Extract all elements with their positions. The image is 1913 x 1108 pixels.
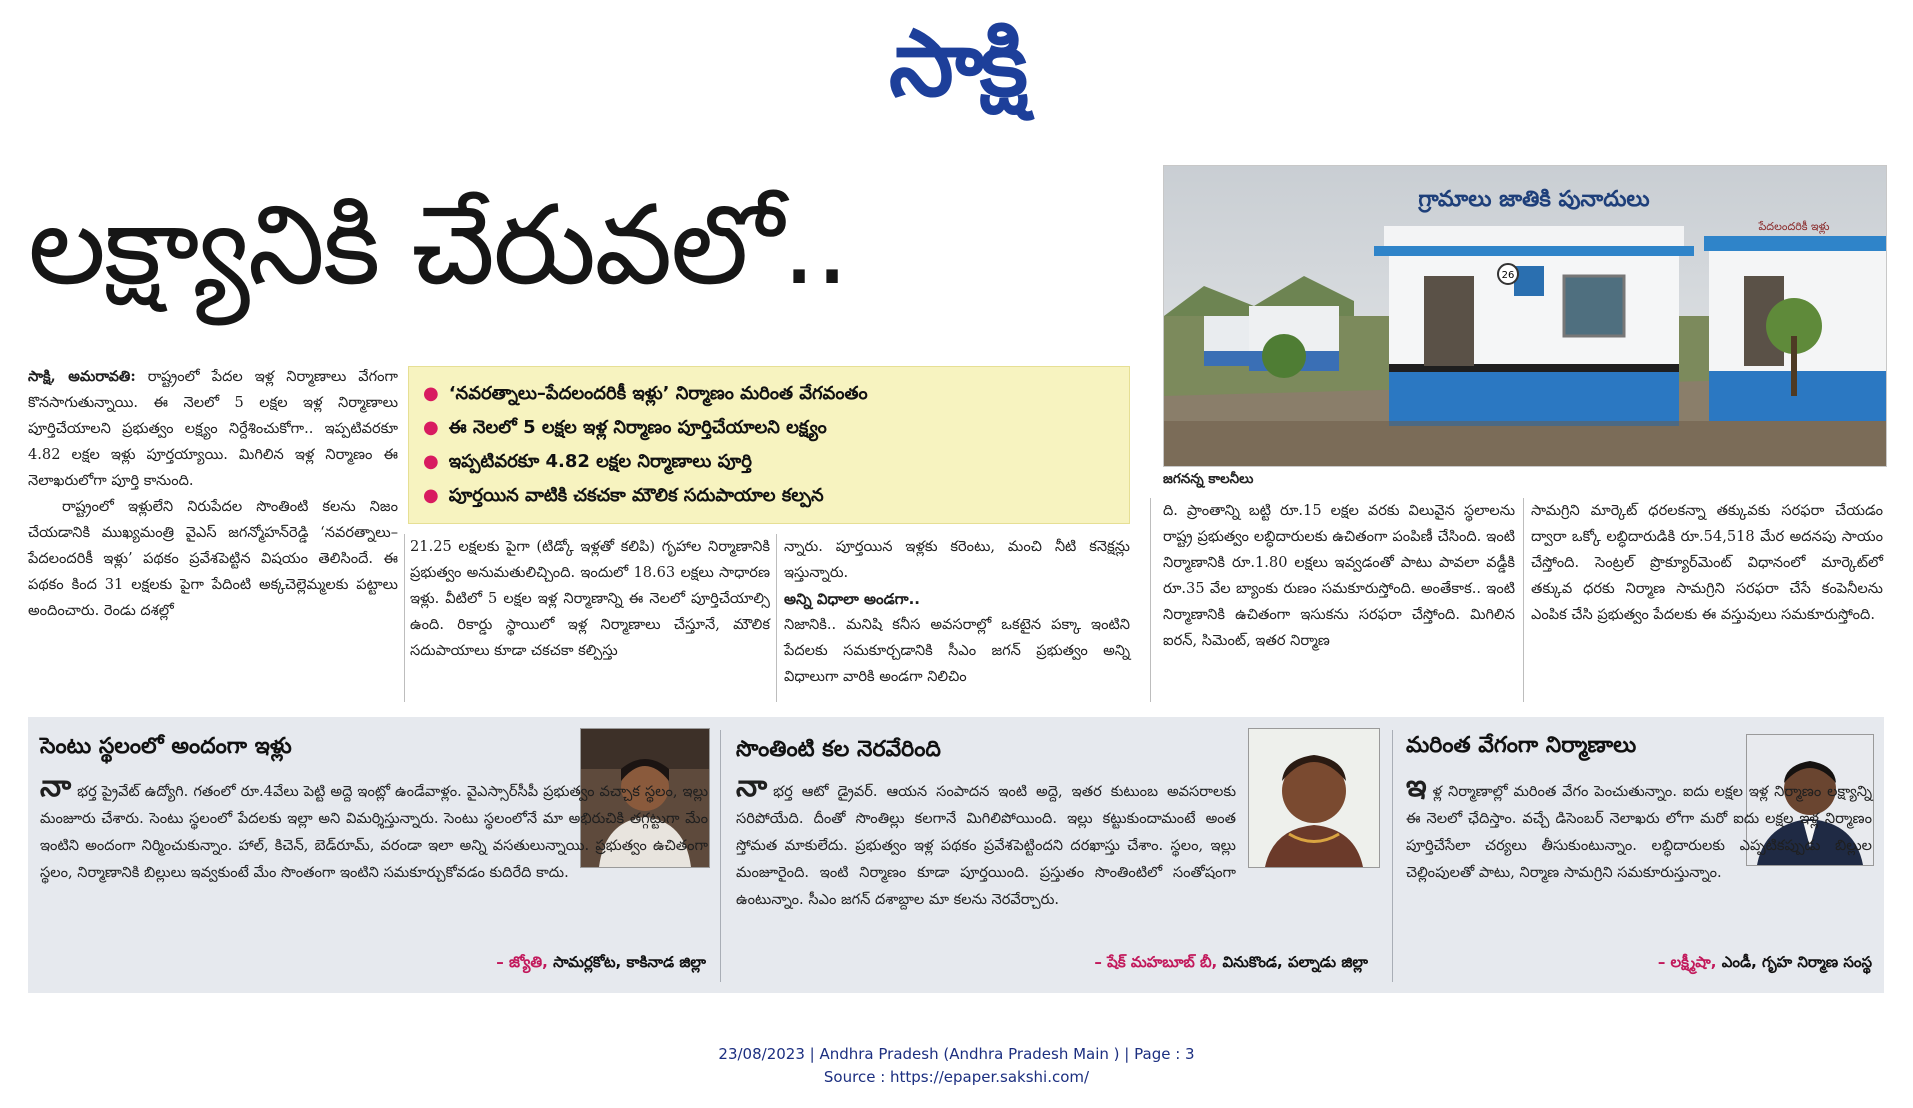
highlight-item: ● ‘నవరత్నాలు–పేదలందరికీ ఇళ్లు’ నిర్మాణం మరింత వేగవంతం: [423, 383, 868, 404]
card-attribution: – జ్యోతి, సామర్లకోట, కాకినాడ జిల్లా: [496, 953, 706, 971]
article-column-1: [28, 364, 398, 624]
article-column-2: [410, 534, 770, 664]
bullet-icon: ●: [423, 485, 439, 506]
article-paragraph: నిజానికి.. మనిషి కనీస అవసరాల్లో ఒకటైన పక్కా ఇంటిని పేదలకు సమకూర్చడానికి సీఎం జగన్ ప్రభుత్వం అన్ని విధాలుగా వారికి అండగా నిలిచిం: [784, 616, 1130, 685]
article-paragraph: రాష్ట్రంలో ఇళ్లులేని నిరుపేదల సొంతింటి కలను నిజం చేయడానికి ముఖ్యమంత్రి వైఎస్ జగన్మోహన్‌రెడ్డి ‘నవరత్నాలు–పేదలందరికీ ఇళ్లు’ పథకం ప్రవేశపెట్టిన విషయం తెలిసిందే. ఈ పథకం కింద 31 లక్షలకు పైగా పేదింటి అక్కచెల్లెమ్మలకు పట్టాలు అందించారు. రెండు దశల్లో: [28, 498, 398, 619]
highlight-item: ● ఇప్పటివరకూ 4.82 లక్షల నిర్మాణాలు పూర్తి: [423, 451, 752, 472]
person-portrait: [1249, 729, 1379, 867]
bullet-icon: ●: [423, 451, 439, 472]
column-divider: [776, 534, 777, 702]
bullet-icon: ●: [423, 417, 439, 438]
sign-side: పేదలందరికీ ఇళ్లు: [1758, 220, 1830, 233]
highlights-box: [408, 366, 1130, 524]
article-paragraph: రాష్ట్రంలో పేదల ఇళ్ల నిర్మాణాలు వేగంగా కొనసాగుతున్నాయి. ఈ నెలలో 5 లక్షల ఇళ్ల నిర్మాణాలు పూర్తిచేయాలని ప్రభుత్వం లక్ష్యం నిర్దేశించుకోగా.. ఇప్పటివరకూ 4.82 లక్షల ఇళ్లు పూర్తయ్యాయి. మిగిలిన ఇళ్ల నిర్మాణం ఈ నెలాఖరులోగా పూర్తి కానుంది.: [28, 368, 398, 489]
card-body: నాభర్త ఆటో డ్రైవర్. ఆయన సంపాదన ఇంటి అద్దె, ఇతర కుటుంబ అవసరాలకు సరిపోయేది. దీంతో సొంతిల్లు కలగానే మిగిలిపోయింది. ఇల్లు కట్టుకుందామంటే అంత స్తోమత మాకులేదు. ప్రభుత్వం ఇళ్ల పథకం ప్రవేశపెట్టిందని దరఖాస్తు చేశాం. స్థలం, ఇల్లు మంజూరైంది. ఇంటి నిర్మాణం కూడా పూర్తయింది. ప్రస్తుతం సొంతింటిలో సంతోషంగా ఉంటున్నాం. సీఎం జగన్ దశాబ్దాల మా కలను నెరవేర్చారు.: [736, 769, 1236, 908]
card-attribution: – షేక్ మహబూబ్ బీ, వినుకొండ, పల్నాడు జిల్లా: [1094, 953, 1368, 971]
news-photo: [1163, 165, 1887, 467]
article-column-5: [1531, 498, 1883, 628]
drop-lead: ఇ: [1406, 769, 1427, 804]
subheading: అన్ని విధాలా అండగా..: [784, 590, 920, 608]
card-body: నాభర్త ప్రైవేట్ ఉద్యోగి. గతంలో రూ.4వేలు పెట్టి అద్దె ఇంట్లో ఉండేవాళ్లం. వైఎస్సార్‌సీపీ ప్రభుత్వం వచ్చాక స్థలం, ఇల్లు మంజూరు చేశారు. సెంటు స్థలంలో పేదలకు ఇల్లా అని విమర్శిస్తున్నారు. సెంటు స్థలంలోనే మా అభిరుచికి తగ్గట్టుగా మేం ఇంటిని అందంగా నిర్మించుకున్నాం. హాల్, కిచెన్, బెడ్‌రూమ్, వరండా ఇలా అన్ని వసతులున్నాయి. ప్రభుత్వం ఉచితంగా స్థలం, నిర్మాణానికి బిల్లులు ఇవ్వకుంటే మేం సొంతంగా ఇంటిని సమకూర్చుకోవడం కుదిరేది కాదు.: [40, 769, 708, 881]
card-title: మరింత వేగంగా నిర్మాణాలు: [1406, 733, 1637, 758]
card-title: సెంటు స్థలంలో అందంగా ఇళ్లు: [40, 734, 292, 759]
newspaper-logo: సాక్షి: [889, 10, 1024, 117]
article-paragraph: 21.25 లక్షలకు పైగా (టిడ్కో ఇళ్లతో కలిపి) గృహాల నిర్మాణానికి ప్రభుత్వం అనుమతులిచ్చింది. ఇందులో 18.63 లక్షలు సాధారణ ఇళ్లు. వీటిలో 5 లక్షల ఇళ్ల నిర్మాణాన్ని ఈ నెలలో పూర్తిచేయాల్సి ఉంది. రికార్డు స్థాయిలో ఇళ్ల నిర్మాణాలు చేస్తూనే, మౌలిక సదుపాయాలు కూడా చకచకా కల్పిస్తు: [410, 538, 770, 659]
portrait-photo: [1248, 728, 1380, 868]
card-body: ఇళ్ల నిర్మాణాల్లో మరింత వేగం పెంచుతున్నాం. ఐదు లక్షల ఇళ్ల నిర్మాణం లక్ష్యాన్ని ఈ నెలలో ఛేదిస్తాం. వచ్చే డిసెంబర్ నెలాఖరు లోగా మరో ఐదు లక్షల ఇళ్ల నిర్మాణం పూర్తిచేసేలా చర్యలు తీసుకుంటున్నాం. లబ్ధిదారులకు ఎప్పటికప్పుడు బిల్లుల చెల్లింపులతో పాటు, నిర్మాణ సామగ్రిని సమకూరుస్తున్నాం.: [1406, 769, 1872, 881]
drop-lead: నా: [736, 769, 768, 804]
article-column-4: [1163, 498, 1515, 654]
photo-caption: జగనన్న కాలనీలు: [1163, 471, 1254, 487]
column-divider: [404, 534, 405, 702]
house-number: 26: [1501, 270, 1515, 281]
article-paragraph: సామగ్రిని మార్కెట్ ధరలకన్నా తక్కువకు సరఫరా చేయడం ద్వారా ఒక్కో లబ్ధిదారుడికి రూ.54,518 మేర అదనపు సాయం చేస్తోంది. సెంట్రల్ ప్రొక్యూర్‌మెంట్ విధానంలో మార్కెట్‌లో తక్కువ ధరకు నిర్మాణ సామగ్రిని సరఫరా చేసే కంపెనీలను ఎంపిక చేసి ప్రభుత్వం పేదలకు ఈ వస్తువులు సమకూరుస్తోంది.: [1531, 502, 1883, 623]
card-attribution: – లక్ష్మీషా, ఎండీ, గృహ నిర్మాణ సంస్థ: [1657, 953, 1872, 971]
sign-main: గ్రామాలు జాతికి పునాదులు: [1418, 187, 1650, 212]
article-paragraph: న్నారు. పూర్తయిన ఇళ్లకు కరెంటు, మంచి నీటి కనెక్షన్లు ఇస్తున్నారు.: [784, 538, 1130, 581]
headline: లక్ష్యానికి చేరువలో..: [28, 181, 848, 309]
card-title: సొంతింటి కల నెరవేరింది: [736, 737, 941, 762]
column-divider: [1523, 498, 1524, 702]
article-column-3: [784, 534, 1130, 690]
highlight-item: ● ఈ నెలలో 5 లక్షల ఇళ్ల నిర్మాణం పూర్తిచేయాలని లక్ష్యం: [423, 417, 827, 438]
card-divider: [1392, 730, 1393, 982]
footer-source: Source : https://epaper.sakshi.com/: [823, 1068, 1090, 1086]
highlight-item: ● పూర్తయిన వాటికి చకచకా మౌలిక సదుపాయాల కల్పన: [423, 485, 824, 506]
article-paragraph: ది. ప్రాంతాన్ని బట్టి రూ.15 లక్షల వరకు విలువైన స్థలాలను రాష్ట్ర ప్రభుత్వం లబ్ధిదారులకు ఉచితంగా పంపిణీ చేసింది. ఇంటి నిర్మాణానికి రూ.1.80 లక్షలు ఇవ్వడంతో పాటు పావలా వడ్డీకి రూ.35 వేల బ్యాంకు రుణం సమకూరుస్తోంది. అంతేకాక.. ఇంటి నిర్మాణానికి ఉచితంగా ఇసుకను సరఫరా చేస్తోంది. మిగిలిన ఐరన్, సిమెంట్, ఇతర నిర్మాణ: [1163, 502, 1515, 649]
footer-dateline: 23/08/2023 | Andhra Pradesh (Andhra Pradesh Main ) | Page : 3: [718, 1045, 1195, 1063]
housing-colony-photo: [1164, 166, 1886, 466]
dateline: సాక్షి, అమరావతి:: [28, 368, 136, 385]
drop-lead: నా: [40, 769, 72, 804]
column-divider: [1150, 498, 1151, 702]
card-divider: [720, 730, 721, 982]
bullet-icon: ●: [423, 383, 439, 404]
